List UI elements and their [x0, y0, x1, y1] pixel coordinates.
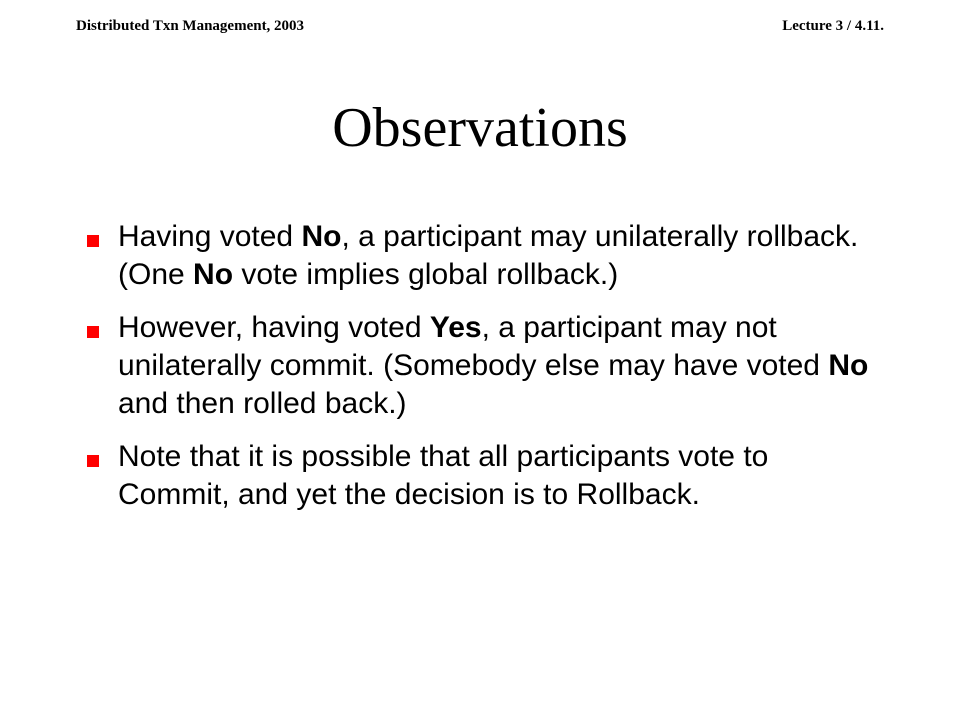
header-right: Lecture 3 / 4.11. — [782, 18, 884, 34]
square-bullet-icon — [87, 326, 99, 338]
bullet-text: However, having voted Yes, a participant may not unilaterally commit. (Somebody else may have voted No and then rolled back.) — [118, 311, 869, 420]
square-bullet-icon — [87, 455, 99, 467]
bold-term: No — [193, 258, 234, 291]
bullet-item — [85, 438, 875, 514]
bullet-item — [85, 309, 875, 423]
bold-term: No — [828, 349, 869, 382]
bullet-text: Note that it is possible that all participants vote to Commit, and yet the decision is to Rollback. — [118, 440, 769, 511]
slide-title: Observations — [332, 97, 628, 159]
bullet-list — [85, 218, 875, 529]
bold-term: No — [301, 220, 342, 253]
square-bullet-icon — [87, 235, 99, 247]
bullet-text: Having voted No, a participant may unilaterally rollback. (One No vote implies global rollback.) — [118, 220, 859, 291]
bold-term: Yes — [429, 311, 482, 344]
bullet-item — [85, 218, 875, 294]
header-left: Distributed Txn Management, 2003 — [76, 18, 305, 34]
